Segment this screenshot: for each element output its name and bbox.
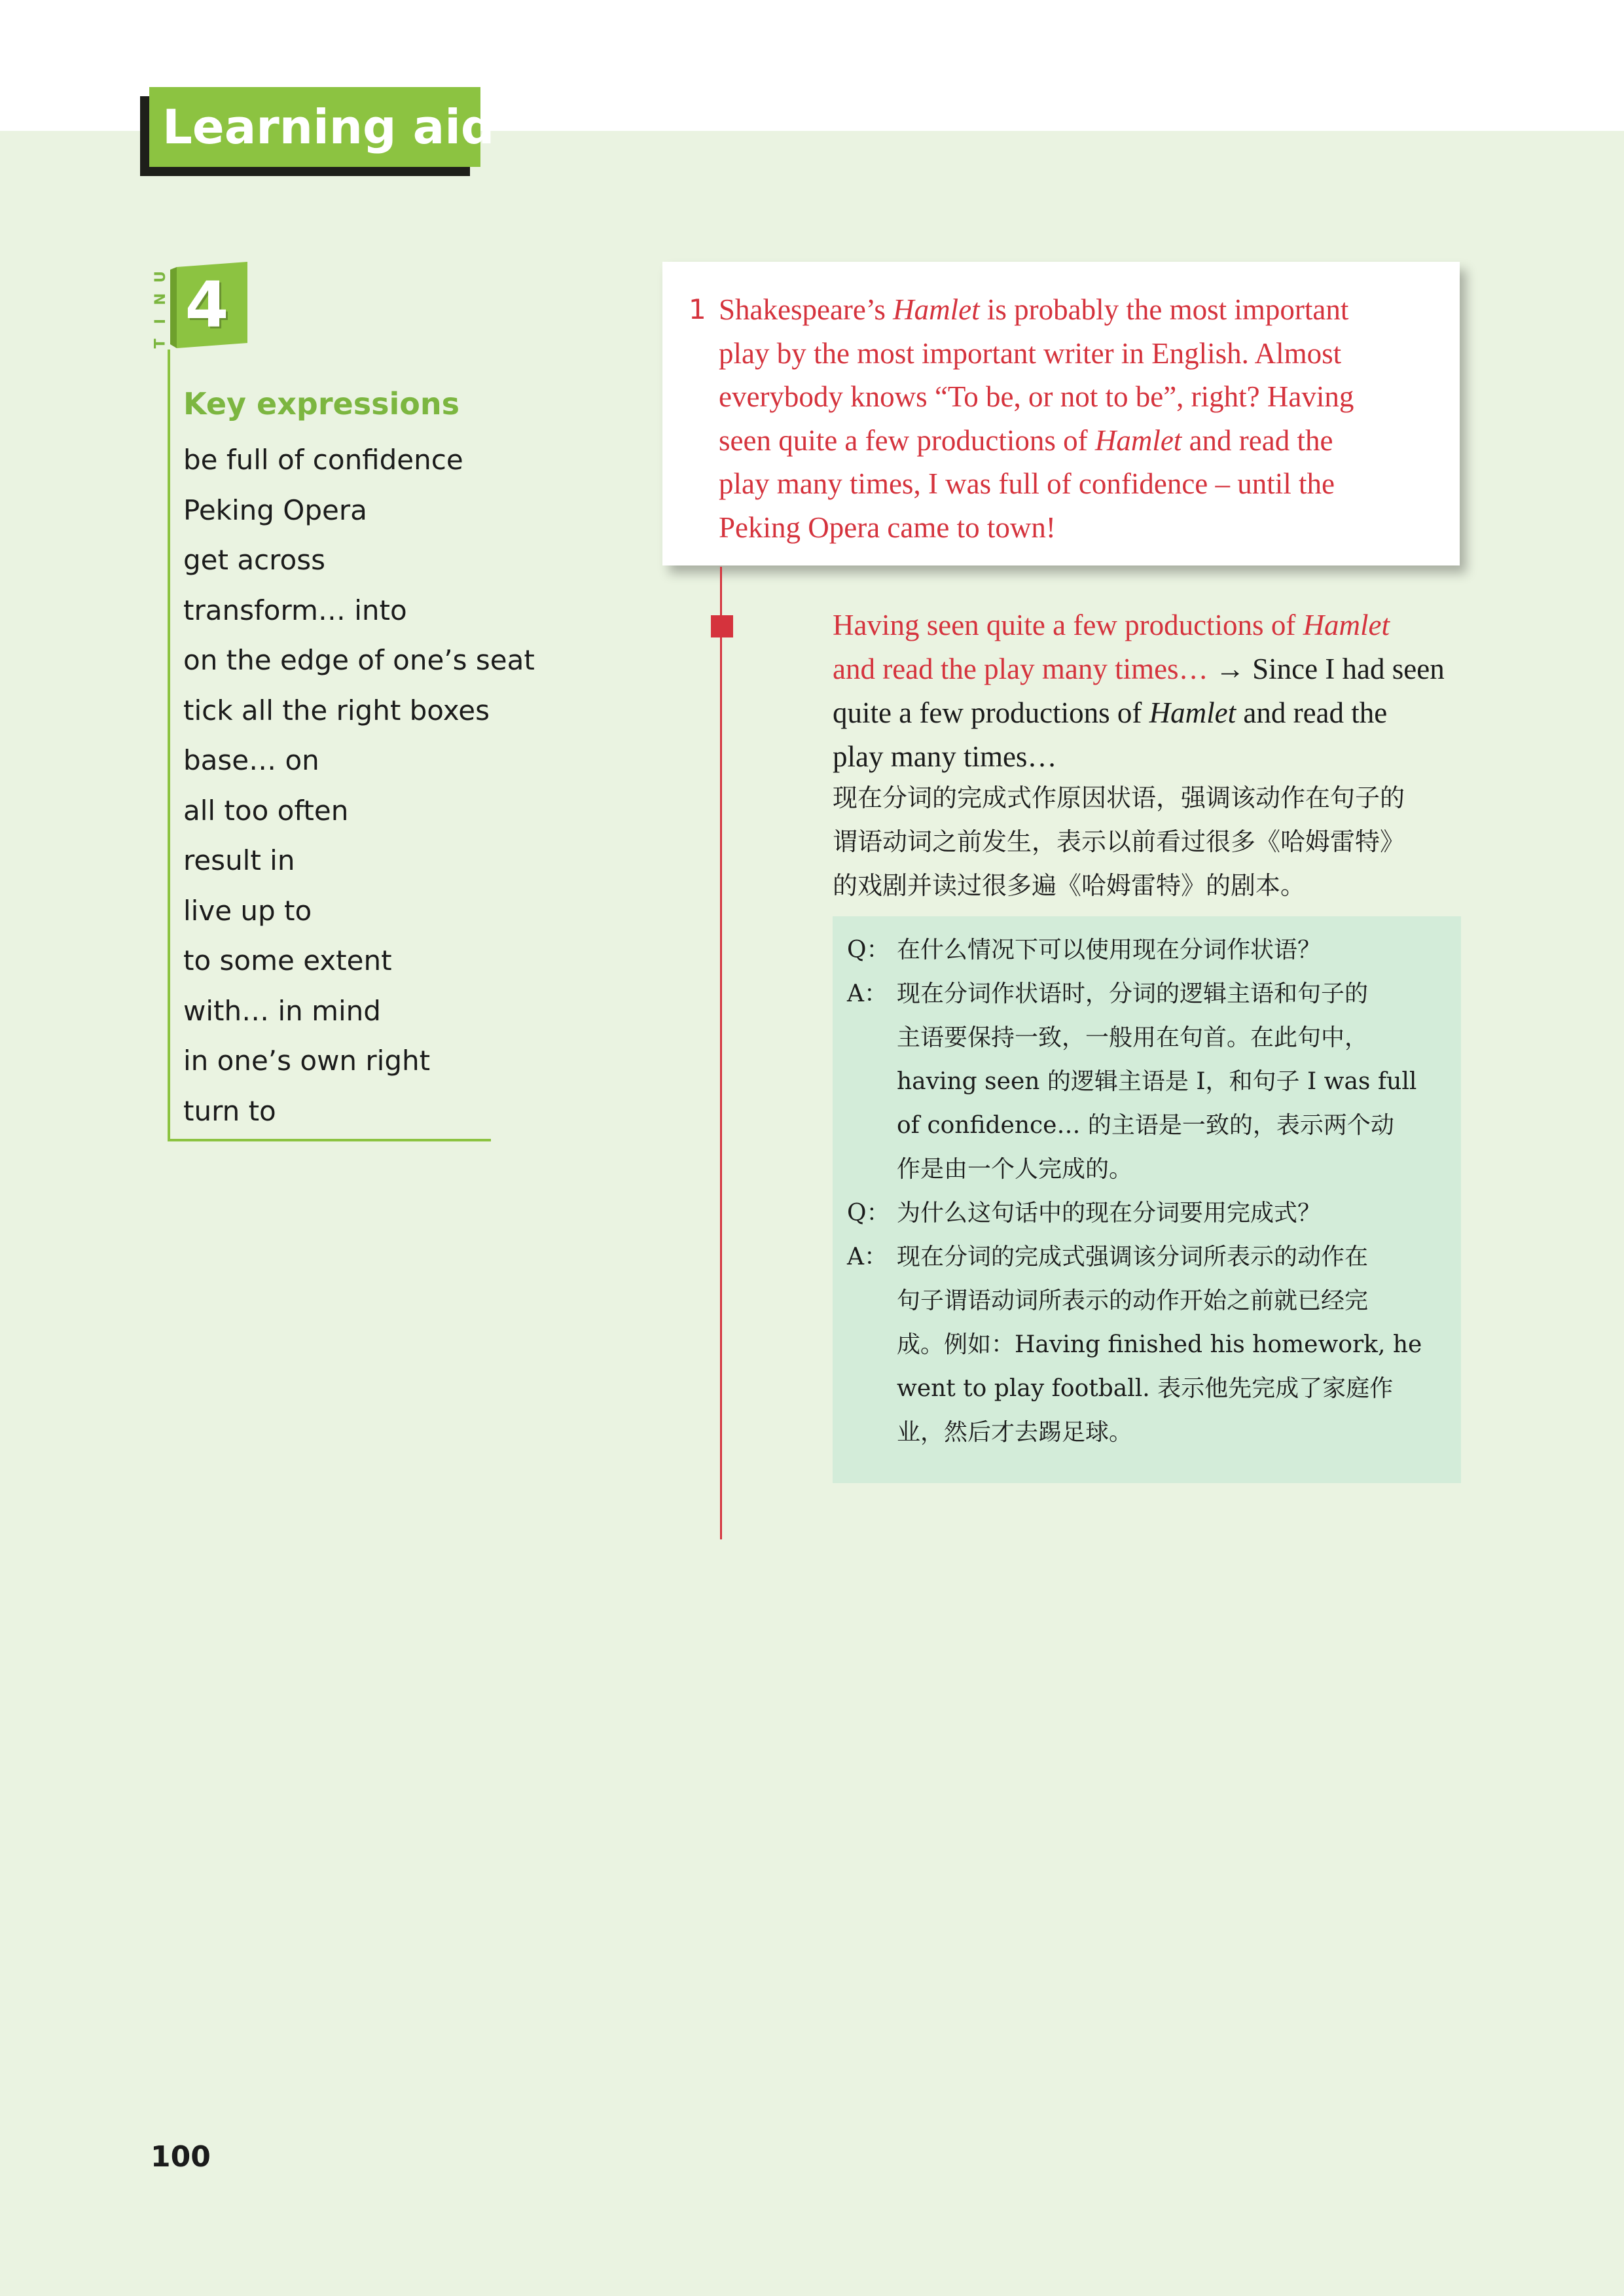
passage-line: seen quite a few productions of Hamlet and read the xyxy=(719,423,1333,457)
section-title: Learning aid xyxy=(149,87,480,167)
qa-tag: A： xyxy=(847,1244,888,1270)
qa-line: having seen 的逻辑主语是 I，和句子 I was full xyxy=(897,1068,1417,1095)
explanation-text xyxy=(833,603,1461,779)
key-expression-item: live up to xyxy=(183,894,312,927)
explanation-line: quite a few productions of Hamlet and read the xyxy=(833,696,1388,729)
passage-line: Peking Opera came to town! xyxy=(719,511,1056,544)
qa-line: went to play football. 表示他先完成了家庭作 xyxy=(897,1375,1394,1402)
key-expressions-underline xyxy=(168,1139,491,1141)
note-marker-icon xyxy=(711,615,733,637)
key-expressions-title: Key expressions xyxy=(183,386,460,422)
unit-letter: U xyxy=(153,271,169,283)
qa-question xyxy=(847,928,1456,972)
explanation-chinese-line: 谓语动词之前发生，表示以前看过很多《哈姆雷特》 xyxy=(833,827,1405,856)
qa-tag: Q： xyxy=(847,1200,890,1227)
passage-line: Shakespeare’s Hamlet is probably the most important xyxy=(719,293,1349,326)
explanation-line: Having seen quite a few productions of Hamlet xyxy=(833,609,1390,641)
key-expression-item: base… on xyxy=(183,744,319,776)
passage-number: 1 xyxy=(689,293,706,325)
qa-line: 句子谓语动词所表示的动作开始之前就已经完 xyxy=(897,1287,1369,1314)
explanation-line: and read the play many times… → Since I had seen xyxy=(833,653,1445,685)
key-expression-item: all too often xyxy=(183,794,349,827)
key-expression-item: be full of confidence xyxy=(183,444,463,476)
key-expressions-divider xyxy=(168,350,170,1141)
explanation-chinese xyxy=(833,776,1461,908)
key-expression-item: get across xyxy=(183,544,325,576)
page-number: 100 xyxy=(151,2140,211,2174)
note-connector-line xyxy=(720,567,722,1539)
qa-line: 业，然后才去踢足球。 xyxy=(897,1419,1133,1446)
qa-answer xyxy=(847,1235,1456,1454)
key-expression-item: transform… into xyxy=(183,594,407,626)
key-expression-item: on the edge of one’s seat xyxy=(183,644,535,676)
key-expression-item: result in xyxy=(183,844,295,876)
qa-line: 为什么这句话中的现在分词要用完成式？ xyxy=(897,1200,1322,1227)
key-expression-item: tick all the right boxes xyxy=(183,694,490,726)
key-expression-item: in one’s own right xyxy=(183,1045,431,1077)
qa-tag: Q： xyxy=(847,937,890,963)
qa-tag: A： xyxy=(847,980,888,1007)
explanation-chinese-line: 现在分词的完成式作原因状语，强调该动作在句子的 xyxy=(833,783,1405,812)
explanation-chinese-line: 的戏剧并读过很多遍《哈姆雷特》的剧本。 xyxy=(833,871,1306,900)
unit-letter: I xyxy=(153,318,169,325)
qa-line: 主语要保持一致，一般用在句首。在此句中， xyxy=(897,1024,1369,1051)
key-expression-item: Peking Opera xyxy=(183,493,367,526)
qa-content xyxy=(847,928,1456,1454)
qa-line: of confidence… 的主语是一致的，表示两个动 xyxy=(897,1112,1394,1139)
qa-line: 成。例如：Having finished his homework, he xyxy=(897,1331,1422,1358)
explanation-line: play many times… xyxy=(833,740,1057,773)
passage-line: play many times, I was full of confidence – until the xyxy=(719,467,1335,500)
unit-letter: N xyxy=(152,293,169,306)
key-expressions-list xyxy=(183,435,535,1136)
qa-line: 作是由一个人完成的。 xyxy=(897,1156,1133,1183)
qa-line: 在什么情况下可以使用现在分词作状语？ xyxy=(897,937,1322,963)
unit-number: 4 xyxy=(185,268,229,342)
qa-line: 现在分词作状语时，分词的逻辑主语和句子的 xyxy=(897,980,1369,1007)
qa-question xyxy=(847,1191,1456,1235)
unit-letter: T xyxy=(152,338,169,349)
passage-text xyxy=(719,288,1445,549)
key-expression-item: to some extent xyxy=(183,944,392,977)
key-expression-item: turn to xyxy=(183,1094,276,1127)
passage-line: play by the most important writer in English. Almost xyxy=(719,336,1342,370)
qa-answer xyxy=(847,972,1456,1191)
qa-line: 现在分词的完成式强调该分词所表示的动作在 xyxy=(897,1244,1369,1270)
passage-line: everybody knows “To be, or not to be”, right? Having xyxy=(719,380,1354,413)
unit-label xyxy=(149,270,173,351)
key-expression-item: with… in mind xyxy=(183,994,381,1027)
